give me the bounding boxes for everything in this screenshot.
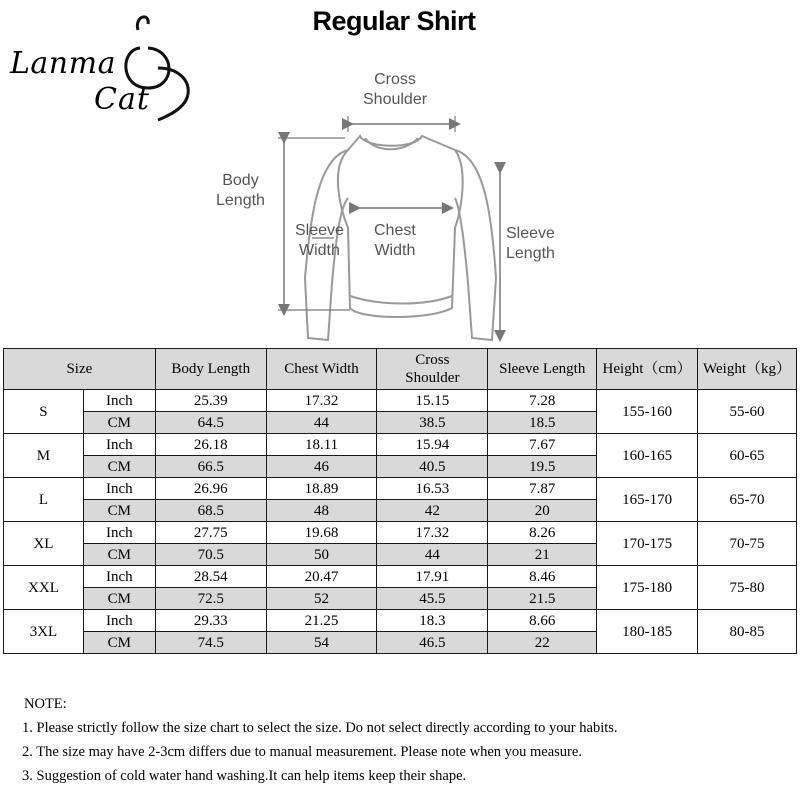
weight-cell: 55-60	[698, 390, 797, 434]
weight-cell: 60-65	[698, 434, 797, 478]
body-length-label	[216, 171, 265, 211]
unit-inch-cell: Inch	[83, 610, 155, 632]
cm-value-cell: 48	[266, 500, 377, 522]
inch-value-cell: 18.11	[266, 434, 377, 456]
unit-cm-cell: CM	[83, 544, 155, 566]
logo-text-line2: Cat	[94, 82, 150, 117]
note-item-2: 2. The size may have 2-3cm differs due to manual measurement. Please note when you measure.	[22, 744, 582, 760]
notes-heading: NOTE:	[24, 696, 67, 712]
cm-value-cell: 20	[488, 500, 597, 522]
unit-inch-cell: Inch	[83, 434, 155, 456]
table-header-row	[4, 349, 797, 390]
inch-value-cell: 18.3	[377, 610, 488, 632]
cm-value-cell: 18.5	[488, 412, 597, 434]
cm-value-cell: 50	[266, 544, 377, 566]
weight-cell: 65-70	[698, 478, 797, 522]
header-sleeve-length: Sleeve Length	[488, 349, 597, 390]
inch-value-cell: 29.33	[155, 610, 266, 632]
inch-value-cell: 8.46	[488, 566, 597, 588]
unit-inch-cell: Inch	[83, 390, 155, 412]
inch-value-cell: 17.32	[377, 522, 488, 544]
body-length-label-line2: Length	[216, 192, 265, 209]
size-cell: M	[4, 434, 84, 478]
inch-value-cell: 26.96	[155, 478, 266, 500]
unit-cm-cell: CM	[83, 632, 155, 654]
header-size: Size	[4, 349, 156, 390]
logo-text-line1: Lanma	[10, 46, 116, 81]
height-cell: 155-160	[597, 390, 698, 434]
inch-value-cell: 15.94	[377, 434, 488, 456]
inch-value-cell: 16.53	[377, 478, 488, 500]
weight-cell: 80-85	[698, 610, 797, 654]
header-chest-width: Chest Width	[266, 349, 377, 390]
header-body-length: Body Length	[155, 349, 266, 390]
cm-value-cell: 44	[266, 412, 377, 434]
header-cross-shoulder-line1: Cross	[415, 352, 450, 368]
inch-value-cell: 21.25	[266, 610, 377, 632]
inch-value-cell: 20.47	[266, 566, 377, 588]
unit-cm-cell: CM	[83, 588, 155, 610]
inch-value-cell: 17.32	[266, 390, 377, 412]
height-cell: 170-175	[597, 522, 698, 566]
height-cell: 175-180	[597, 566, 698, 610]
inch-value-cell: 27.75	[155, 522, 266, 544]
unit-cm-cell: CM	[83, 412, 155, 434]
notes-section	[22, 692, 618, 788]
cm-value-cell: 70.5	[155, 544, 266, 566]
inch-value-cell: 8.66	[488, 610, 597, 632]
chest-width-label-line1: Chest	[374, 222, 416, 239]
note-item-3: 3. Suggestion of cold water hand washing.It can help items keep their shape.	[22, 768, 467, 784]
cm-value-cell: 22	[488, 632, 597, 654]
inch-value-cell: 7.67	[488, 434, 597, 456]
sleeve-length-label-line1: Sleeve	[506, 225, 555, 242]
cross-shoulder-label-line2: Shoulder	[363, 91, 428, 108]
table-row	[4, 566, 797, 588]
size-chart-table	[3, 348, 797, 654]
cm-value-cell: 46	[266, 456, 377, 478]
inch-value-cell: 7.28	[488, 390, 597, 412]
height-cell: 180-185	[597, 610, 698, 654]
cm-value-cell: 68.5	[155, 500, 266, 522]
brand-logo	[8, 8, 198, 123]
cm-value-cell: 19.5	[488, 456, 597, 478]
table-row	[4, 610, 797, 632]
size-cell: XXL	[4, 566, 84, 610]
unit-cm-cell: CM	[83, 456, 155, 478]
sleeve-length-label-line2: Length	[506, 245, 555, 262]
size-cell: L	[4, 478, 84, 522]
header-weight: Weight（kg）	[698, 349, 797, 390]
cm-value-cell: 66.5	[155, 456, 266, 478]
weight-cell: 75-80	[698, 566, 797, 610]
unit-cm-cell: CM	[83, 500, 155, 522]
inch-value-cell: 15.15	[377, 390, 488, 412]
sleeve-width-label-line1: Sleeve	[295, 222, 344, 239]
header-cross-shoulder-line2: Shoulder	[405, 370, 460, 386]
inch-value-cell: 26.18	[155, 434, 266, 456]
inch-value-cell: 18.89	[266, 478, 377, 500]
sleeve-length-label	[506, 224, 555, 264]
inch-value-cell: 17.91	[377, 566, 488, 588]
unit-inch-cell: Inch	[83, 478, 155, 500]
cm-value-cell: 74.5	[155, 632, 266, 654]
cm-value-cell: 44	[377, 544, 488, 566]
chest-width-label	[374, 221, 416, 261]
cross-shoulder-label	[363, 70, 427, 110]
height-cell: 160-165	[597, 434, 698, 478]
unit-inch-cell: Inch	[83, 522, 155, 544]
body-length-label-line1: Body	[222, 172, 259, 189]
inch-value-cell: 7.87	[488, 478, 597, 500]
size-cell: 3XL	[4, 610, 84, 654]
table-row	[4, 478, 797, 500]
table-row	[4, 390, 797, 412]
inch-value-cell: 19.68	[266, 522, 377, 544]
header-cross-shoulder	[377, 349, 488, 390]
note-item-1: 1. Please strictly follow the size chart to select the size. Do not select directly according to your habits.	[22, 720, 618, 736]
cm-value-cell: 64.5	[155, 412, 266, 434]
sleeve-width-label-line2: Width	[299, 242, 340, 259]
shirt-measurement-diagram	[200, 58, 600, 348]
cm-value-cell: 46.5	[377, 632, 488, 654]
sleeve-width-label	[295, 221, 344, 261]
unit-inch-cell: Inch	[83, 566, 155, 588]
cm-value-cell: 40.5	[377, 456, 488, 478]
height-cell: 165-170	[597, 478, 698, 522]
weight-cell: 70-75	[698, 522, 797, 566]
cm-value-cell: 54	[266, 632, 377, 654]
cm-value-cell: 45.5	[377, 588, 488, 610]
cm-value-cell: 42	[377, 500, 488, 522]
table-row	[4, 522, 797, 544]
cm-value-cell: 38.5	[377, 412, 488, 434]
cm-value-cell: 21.5	[488, 588, 597, 610]
inch-value-cell: 25.39	[155, 390, 266, 412]
table-row	[4, 434, 797, 456]
cross-shoulder-label-line1: Cross	[374, 71, 416, 88]
inch-value-cell: 8.26	[488, 522, 597, 544]
cm-value-cell: 72.5	[155, 588, 266, 610]
page-title: Regular Shirt	[312, 6, 476, 36]
chest-width-label-line2: Width	[374, 242, 416, 259]
size-cell: XL	[4, 522, 84, 566]
cm-value-cell: 52	[266, 588, 377, 610]
header-height: Height（cm）	[597, 349, 698, 390]
size-cell: S	[4, 390, 84, 434]
cm-value-cell: 21	[488, 544, 597, 566]
inch-value-cell: 28.54	[155, 566, 266, 588]
